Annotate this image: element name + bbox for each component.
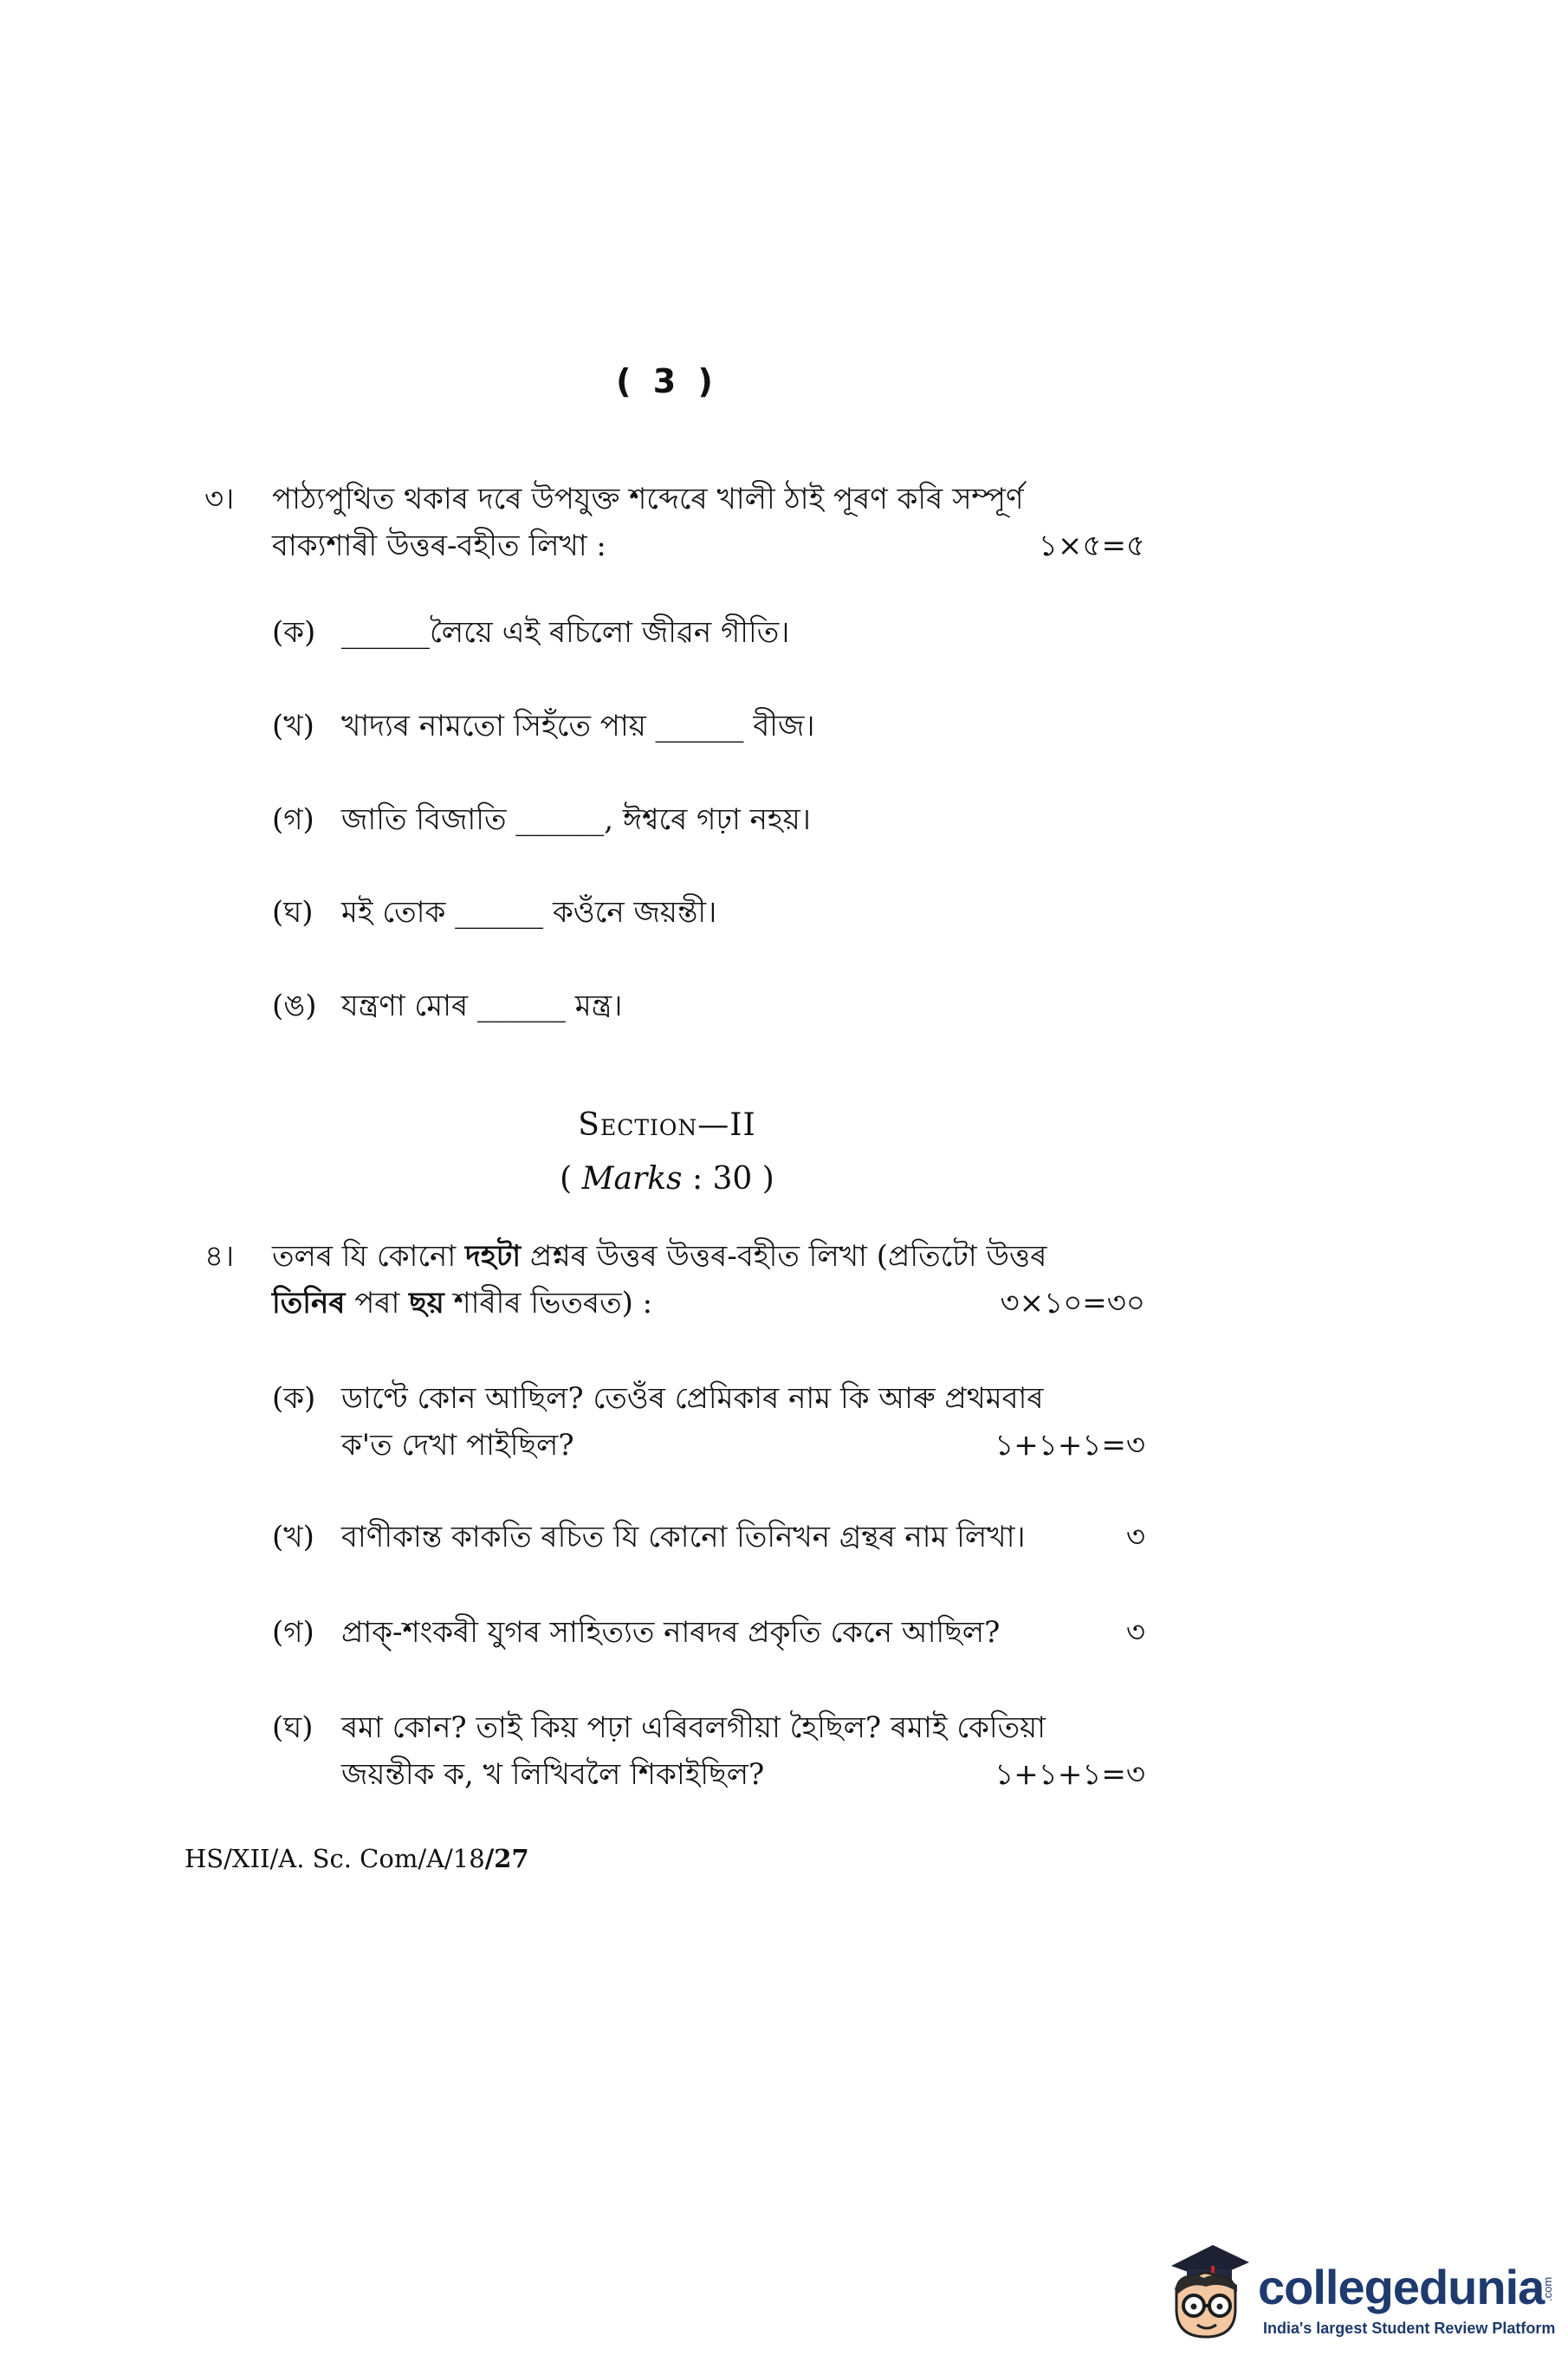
section-marks-open: ( <box>560 1161 582 1197</box>
option-text: ______লৈয়ে এই ৰচিলো জীৱন গীতি। <box>341 615 790 650</box>
q3-option-gha <box>272 890 1145 935</box>
option-label: (খ) <box>272 1520 314 1554</box>
question-text-part: পৰা <box>345 1286 410 1321</box>
question-text-part: শাৰীৰ ভিতৰত) : <box>444 1286 653 1321</box>
question-text-part: তলৰ যি কোনো <box>272 1239 465 1274</box>
option-text: ডাণ্টে কোন আছিল? তেওঁৰ প্ৰেমিকাৰ নাম কি আৰু প্ৰথমবাৰ <box>341 1381 1044 1416</box>
logo-tagline: India's largest Student Review Platform <box>1263 2320 1556 2337</box>
option-label: (ঘ) <box>272 895 314 930</box>
section-marks-word: Marks <box>581 1161 683 1197</box>
marks: ১+১+১=৩ <box>995 1757 1145 1792</box>
section-marks-rest: : 30 ) <box>682 1161 774 1197</box>
collegedunia-logo <box>1152 2240 1556 2348</box>
option-text: মই তোক ______ কওঁনে জয়ন্তী। <box>341 895 717 930</box>
section-marks <box>0 1161 1334 1197</box>
option-text: ক'ত দেখা পাইছিল? <box>341 1428 574 1463</box>
q4-option-gha <box>272 1705 1145 1801</box>
question-text-bold: দহটা <box>464 1239 522 1274</box>
question-text: পাঠ্যপুথিত থকাৰ দৰে উপযুক্ত শব্দেৰে খালী ঠাই পূৰণ কৰি সম্পূৰ্ণ <box>272 482 1024 516</box>
option-label: (ক) <box>272 615 316 650</box>
option-label: (খ) <box>272 709 314 743</box>
paper-code-text: HS/XII/A. Sc. Com/A/18 <box>185 1844 485 1873</box>
option-text: বাণীকান্ত কাকতি ৰচিত যি কোনো তিনিখন গ্ৰন্থৰ নাম লিখা। <box>341 1520 1026 1554</box>
question-number: ৩। <box>204 482 235 516</box>
q4-option-kha <box>272 1515 1145 1560</box>
question-text-bold: তিনিৰ <box>272 1286 346 1321</box>
section-title: Section—II <box>578 1107 756 1143</box>
paper-code <box>185 1844 529 1873</box>
question-3 <box>204 477 1145 572</box>
marks: ৩ <box>1125 1615 1145 1650</box>
page-count: /27 <box>484 1844 529 1873</box>
option-label: (ঙ) <box>272 989 317 1023</box>
option-text: জয়ন্তীক ক, খ লিখিবলৈ শিকাইছিল? <box>341 1757 765 1792</box>
logo-wordmark <box>1258 2259 1568 2315</box>
q3-option-nga <box>272 983 1145 1029</box>
question-text <box>272 1281 652 1326</box>
option-text: জাতি বিজাতি ______, ঈশ্বৰে গঢ়া নহয়। <box>341 802 811 837</box>
q4-option-ga <box>272 1610 1145 1655</box>
marks: ১+১+১=৩ <box>995 1428 1145 1463</box>
option-text: ৰমা কোন? তাই কিয় পঢ়া এৰিবলগীয়া হৈছিল? ৰমাই কেতিয়া <box>341 1710 1046 1745</box>
mascot-icon <box>1152 2240 1256 2348</box>
page-number: ( 3 ) <box>616 362 718 400</box>
question-4 <box>204 1234 1145 1329</box>
option-label: (ক) <box>272 1381 316 1416</box>
marks: ৩ <box>1125 1520 1145 1554</box>
option-label: (গ) <box>272 802 314 837</box>
option-label: (গ) <box>272 1615 314 1650</box>
option-label: (ঘ) <box>272 1710 314 1745</box>
marks: ৩×১০=৩০ <box>1000 1286 1145 1321</box>
question-text-bold: ছয় <box>409 1286 444 1321</box>
q3-option-ga <box>272 797 1145 842</box>
q3-option-kha <box>272 704 1145 749</box>
logo-suffix: .com <box>1541 2276 1555 2301</box>
option-text: খাদ্যৰ নামতো সিহঁতে পায় ______ বীজ। <box>341 709 815 743</box>
question-text <box>272 1234 1046 1279</box>
q4-option-ka <box>272 1376 1145 1471</box>
logo-name: collegedunia <box>1258 2260 1545 2314</box>
question-text-part: প্ৰশ্নৰ উত্তৰ উত্তৰ-বহীত লিখা (প্ৰতিটো উত্তৰ <box>521 1239 1047 1274</box>
q3-option-ka <box>272 610 1145 655</box>
option-text: যন্ত্ৰণা মোৰ ______ মন্ত্ৰ। <box>341 989 623 1023</box>
marks: ১×৫=৫ <box>1038 529 1145 563</box>
question-text: বাক্যশাৰী উত্তৰ-বহীত লিখা : <box>272 529 606 563</box>
option-text: প্ৰাক্-শংকৰী যুগৰ সাহিত্যত নাৰদৰ প্ৰকৃতি কেনে আছিল? <box>341 1615 1001 1650</box>
question-number: ৪। <box>204 1239 235 1274</box>
